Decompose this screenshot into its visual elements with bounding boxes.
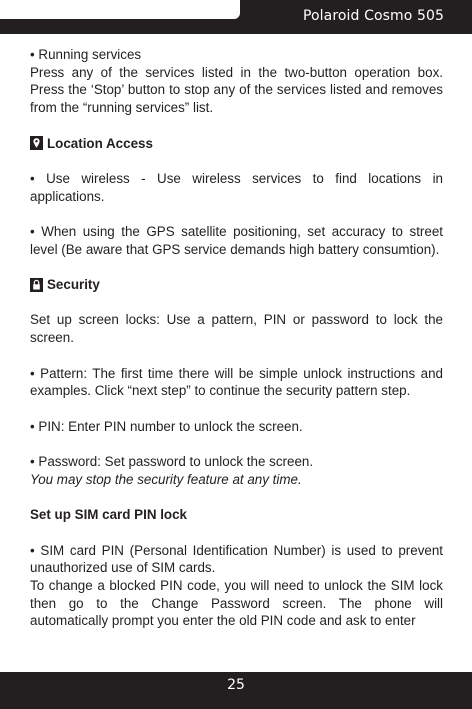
wireless-services-text: • Use wireless - Use wireless services to find locations in applications. — [30, 170, 443, 204]
location-access-label: Location Access — [47, 135, 153, 151]
page-content — [30, 46, 443, 630]
gps-text: • When using the GPS satellite positioning, set accuracy to street level (Be aware that GPS service demands high battery consumtion). — [30, 223, 443, 257]
header-tab-notch — [0, 0, 240, 19]
running-services-title: • Running services — [30, 47, 142, 62]
security-heading — [30, 276, 443, 294]
pin-text: • PIN: Enter PIN number to unlock the screen. — [30, 418, 303, 434]
security-label: Security — [47, 277, 100, 293]
location-pin-icon — [30, 136, 43, 150]
sim-pin-heading: Set up SIM card PIN lock — [30, 507, 188, 523]
screen-lock-intro: Set up screen locks: Use a pattern, PIN or password to lock the screen. — [30, 312, 443, 346]
page-number: 25 — [227, 677, 245, 693]
header-bar — [0, 0, 472, 34]
password-text: • Password: Set password to unlock the screen. — [30, 454, 314, 470]
sim-change-pin-text: To change a blocked PIN code, you will need to unlock the SIM lock then go to the Change Password screen. The phone will automatically prompt you enter the old PIN code and ask to enter — [30, 577, 443, 629]
lock-icon — [30, 278, 43, 292]
pattern-text: • Pattern: The first time there will be simple unlock instructions and examples. Click “next step” to continue the security pattern step. — [30, 365, 443, 399]
running-services-text: Press any of the services listed in the two-button operation box. Press the ‘Stop’ button to stop any of the services listed and removes from the “running services” list. — [30, 64, 443, 116]
footer-bar — [0, 672, 472, 709]
security-note: You may stop the security feature at any time. — [30, 471, 302, 487]
sim-pin-text: • SIM card PIN (Personal Identification Number) is used to prevent unauthorized use of SIM cards. — [30, 542, 443, 576]
document-title: Polaroid Cosmo 505 — [302, 8, 444, 24]
location-access-heading — [30, 135, 443, 153]
